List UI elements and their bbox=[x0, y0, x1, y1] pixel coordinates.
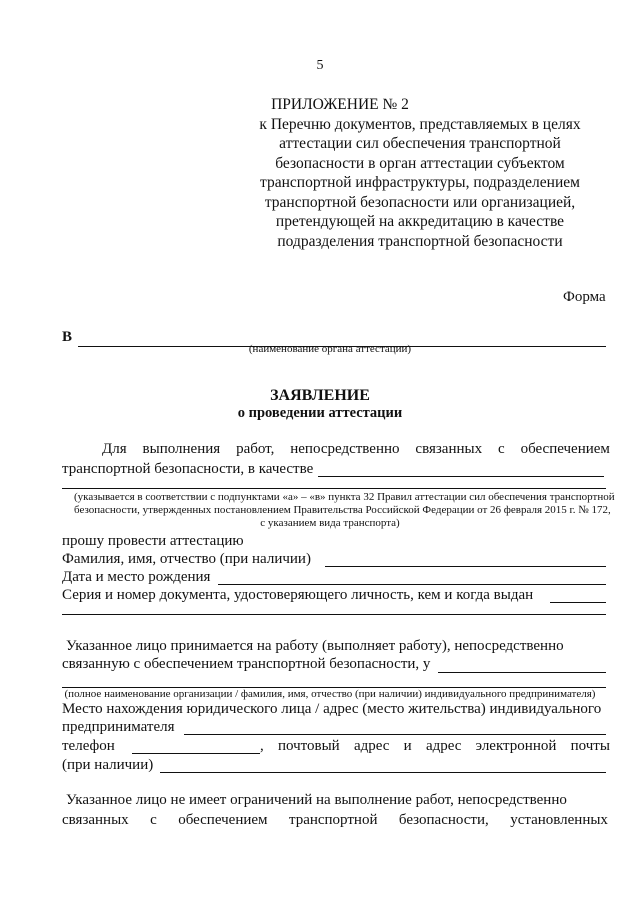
word: адрес bbox=[425, 738, 462, 754]
contact-words bbox=[260, 738, 610, 755]
employer-caption: (полное наименование организации / фамилия, имя, отчество (при наличии) индивидуального предпринимателя) bbox=[64, 688, 596, 700]
para1-line2: транспортной безопасности, в качестве bbox=[62, 461, 314, 477]
appendix-line: претендующей на аккредитацию в качестве bbox=[275, 213, 565, 230]
word: непосредственно bbox=[290, 441, 400, 457]
word: выполнения bbox=[142, 441, 221, 457]
role-field-continued[interactable] bbox=[62, 488, 606, 489]
word: и bbox=[403, 738, 412, 754]
word: с bbox=[150, 812, 157, 828]
email-field[interactable] bbox=[160, 772, 606, 773]
role-caption-line: безопасности, утвержденных постановлением Правительства Российской Федерации от 26 февраля 2015 г. № 172, bbox=[74, 504, 611, 516]
request-text: прошу провести аттестацию bbox=[62, 533, 244, 549]
to-prefix: В bbox=[62, 329, 73, 345]
word: транспортной bbox=[288, 812, 378, 828]
word: связанных bbox=[62, 812, 129, 828]
appendix-line: аттестации сил обеспечения транспортной bbox=[279, 135, 561, 152]
birth-field[interactable] bbox=[218, 584, 606, 585]
word: электронной bbox=[475, 738, 557, 754]
address-line1: Место нахождения юридического лица / адрес (место жительства) индивидуального bbox=[62, 701, 602, 717]
word: почтовый bbox=[277, 738, 340, 754]
para3-line1: Указанное лицо не имеет ограничений на выполнение работ, непосредственно bbox=[66, 792, 567, 808]
address-field[interactable] bbox=[184, 734, 606, 735]
appendix-line: безопасности в орган аттестации субъектом bbox=[275, 154, 565, 172]
appendix-header bbox=[0, 95, 640, 251]
id-doc-field[interactable] bbox=[550, 602, 606, 603]
word: Для bbox=[102, 441, 127, 457]
organ-caption: (наименование органа аттестации) bbox=[248, 343, 412, 355]
appendix-title: ПРИЛОЖЕНИЕ № 2 bbox=[271, 96, 409, 113]
para2-line2: связанную с обеспечением транспортной безопасности, у bbox=[62, 656, 431, 672]
word: почты bbox=[570, 738, 610, 754]
word: адрес bbox=[353, 738, 390, 754]
employer-field[interactable] bbox=[438, 672, 606, 673]
appendix-line: транспортной инфраструктуры, подразделением bbox=[260, 174, 580, 191]
doc-subtitle: о проведении аттестации bbox=[237, 405, 403, 421]
word: безопасности, bbox=[398, 812, 489, 828]
page-number: 5 bbox=[316, 58, 324, 73]
fio-label: Фамилия, имя, отчество (при наличии) bbox=[62, 551, 311, 567]
fio-field[interactable] bbox=[325, 566, 606, 567]
id-doc-label: Серия и номер документа, удостоверяющего личность, кем и когда выдан bbox=[62, 587, 534, 603]
word: связанных bbox=[415, 441, 483, 457]
email-label: (при наличии) bbox=[62, 757, 154, 773]
appendix-line: подразделения транспортной безопасности bbox=[277, 232, 563, 250]
para3-line2 bbox=[62, 812, 608, 829]
word: , bbox=[260, 738, 264, 754]
word: обеспечением bbox=[520, 441, 610, 457]
word: обеспечением bbox=[178, 812, 268, 828]
role-field[interactable] bbox=[318, 476, 604, 477]
role-caption-line: с указанием вида транспорта) bbox=[260, 517, 400, 529]
word: работ, bbox=[236, 441, 275, 457]
phone-label: телефон bbox=[62, 738, 115, 754]
doc-title: ЗАЯВЛЕНИЕ bbox=[270, 387, 370, 404]
role-caption-line: (указывается в соответствии с подпунктами «а» – «в» пункта 32 Правил аттестации сил обеспечения транспортной bbox=[74, 491, 615, 503]
form-label: Форма bbox=[563, 289, 606, 305]
birth-label: Дата и место рождения bbox=[62, 569, 211, 585]
id-doc-field-continued[interactable] bbox=[62, 614, 606, 615]
para2-line1: Указанное лицо принимается на работу (выполняет работу), непосредственно bbox=[66, 638, 564, 654]
appendix-line: к Перечню документов, представляемых в целях bbox=[259, 115, 581, 133]
address-line2: предпринимателя bbox=[62, 719, 175, 735]
appendix-line: транспортной безопасности или организацией, bbox=[264, 193, 576, 211]
phone-field[interactable] bbox=[132, 753, 260, 754]
para1-line1 bbox=[102, 441, 610, 458]
word: установленных bbox=[510, 812, 608, 828]
word: с bbox=[498, 441, 505, 457]
